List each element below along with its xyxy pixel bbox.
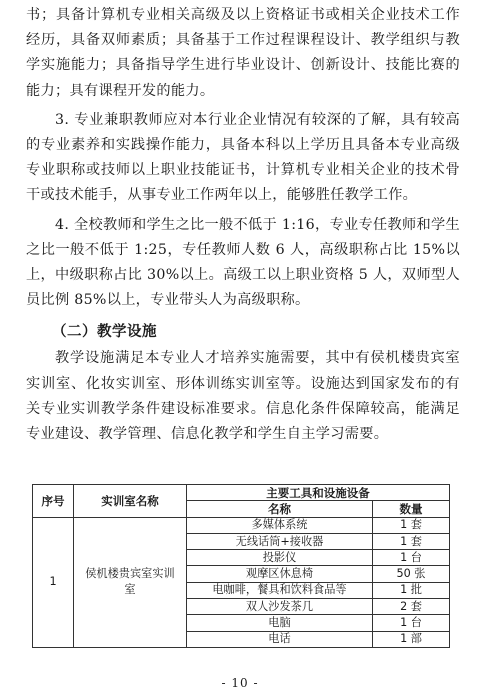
- header-equipment: 主要工具和设施设备: [187, 485, 450, 501]
- cell-item-name: 投影仪: [187, 550, 373, 566]
- header-room-name: 实训室名称: [74, 485, 187, 518]
- paragraph-teacher-student-ratio: 4. 全校教师和学生之比一般不低于 1:16，专业专任教师和学生之比一般不低于 1:25，专任教师人数 6 人，高级职称占比 15%以上，中级职称占比 30%以上。高级工以上职业资格 5 人，双师型人员比例 85%以上，专业带头人为高级职称。: [26, 216, 460, 309]
- header-serial-number: 序号: [33, 485, 74, 518]
- cell-row-number: 1: [33, 517, 74, 647]
- header-item-name: 名称: [187, 501, 373, 517]
- cell-item-name: 电话: [187, 631, 373, 647]
- cell-item-qty: 1 批: [373, 582, 450, 598]
- cell-item-qty: 50 张: [373, 566, 450, 582]
- header-quantity: 数量: [373, 501, 450, 517]
- table-row: [33, 517, 450, 533]
- cell-room-name: 侯机楼贵宾室实训室: [74, 517, 187, 647]
- cell-item-name: 电咖啡，餐具和饮料食品等: [187, 582, 373, 598]
- cell-item-name: 观摩区休息椅: [187, 566, 373, 582]
- cell-item-name: 无线话筒+接收器: [187, 533, 373, 549]
- document-body: [26, 0, 460, 447]
- paragraph-teacher-qualifications-continued: 书；具备计算机专业相关高级及以上资格证书或相关企业技术工作经历，具备双师素质；具备基于工作过程课程设计、教学组织与教学实施能力；具备指导学生进行毕业设计、创新设计、技能比赛的能力；具有课程开发的能力。: [26, 7, 460, 99]
- paragraph-part-time-teachers: 3. 专业兼职教师应对本行业企业情况有较深的了解，具有较高的专业素养和实践操作能力，具备本科以上学历且具备本专业高级专业职称或技师以上职业技能证书，计算机专业相关企业的技术骨干或技术能手，从事专业工作两年以上，能够胜任教学工作。: [26, 111, 460, 204]
- cell-item-qty: 1 台: [373, 550, 450, 566]
- cell-item-qty: 2 套: [373, 599, 450, 615]
- cell-item-qty: 1 套: [373, 517, 450, 533]
- cell-item-name: 多媒体系统: [187, 517, 373, 533]
- cell-item-qty: 1 台: [373, 615, 450, 631]
- page-number: - 10 -: [221, 676, 259, 690]
- cell-item-name: 电脑: [187, 615, 373, 631]
- section-heading-teaching-facilities: （二）教学设施: [52, 323, 157, 341]
- paragraph-teaching-facilities: 教学设施满足本专业人才培养实施需要，其中有侯机楼贵宾室实训室、化妆实训室、形体训练实训室等。设施达到国家发布的有关专业实训教学条件建设标准要求。信息化条件保障较高，能满足专业建设、教学管理、信息化教学和学生自主学习需要。: [26, 350, 460, 443]
- cell-item-name: 双人沙发茶几: [187, 599, 373, 615]
- facility-table: [32, 484, 450, 648]
- cell-item-qty: 1 套: [373, 533, 450, 549]
- table-header-row: [33, 485, 450, 501]
- cell-item-qty: 1 部: [373, 631, 450, 647]
